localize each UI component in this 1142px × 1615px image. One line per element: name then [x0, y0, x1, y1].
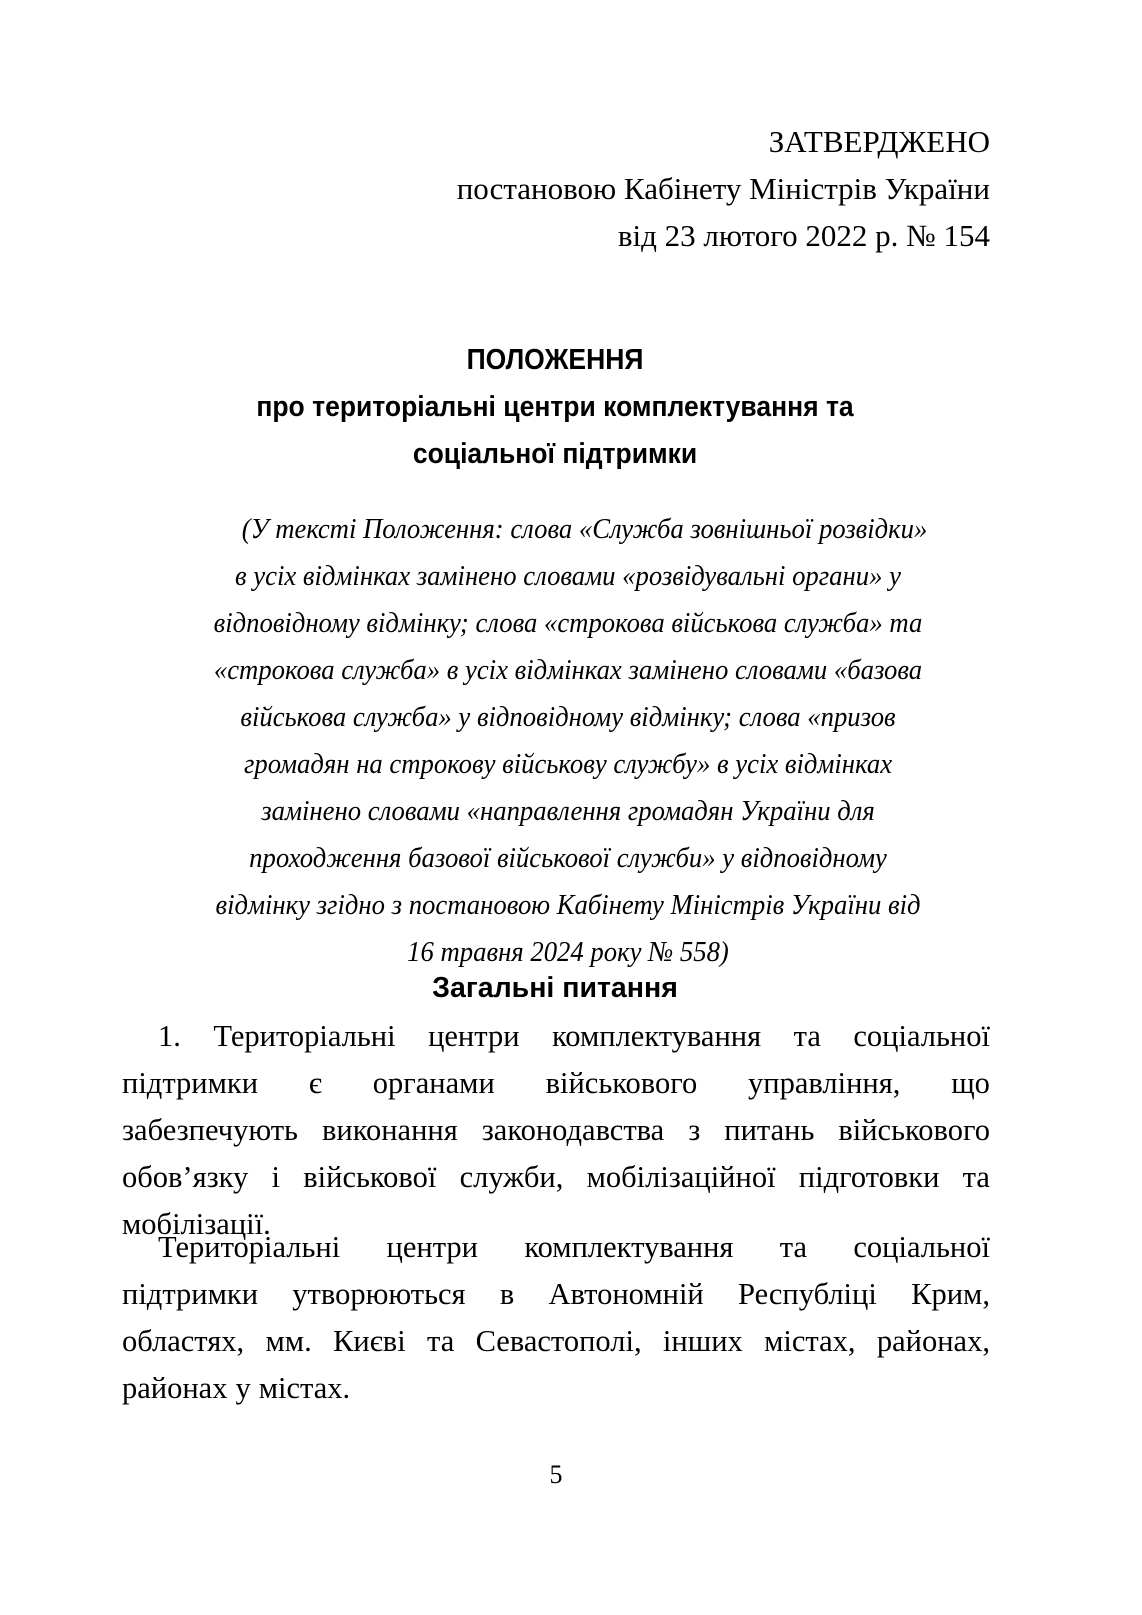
word: у	[235, 1371, 251, 1405]
paragraph-line	[122, 1224, 990, 1271]
word: центри	[386, 1230, 479, 1264]
word: Територіальні	[158, 1230, 341, 1264]
paragraph-line	[122, 1107, 990, 1154]
paragraph-line	[122, 1060, 990, 1107]
word: виконання	[321, 1113, 458, 1147]
note-line: в усіх відмінках замінено словами «розвідувальні органи» у	[235, 560, 901, 592]
title-line: ПОЛОЖЕННЯ	[466, 344, 644, 376]
paragraph-1	[122, 1013, 990, 1248]
word: забезпечують	[122, 1113, 298, 1147]
word: центри	[428, 1019, 520, 1053]
title-line: соціальної підтримки	[412, 438, 698, 470]
word: містах.	[258, 1371, 351, 1405]
word: 1.	[158, 1019, 181, 1053]
word: інших	[662, 1324, 743, 1358]
word: підготовки	[798, 1160, 940, 1194]
paragraph-line	[122, 1154, 990, 1201]
word: мобілізації.	[122, 1207, 271, 1241]
word: і	[271, 1160, 281, 1194]
word: районах,	[876, 1324, 990, 1358]
word: управління,	[748, 1066, 901, 1100]
document-title	[150, 337, 959, 478]
page-number: 5	[549, 1460, 563, 1489]
approval-authority: постановою Кабінету Міністрів України	[456, 171, 990, 206]
word: питань	[724, 1113, 815, 1147]
word: військової	[303, 1160, 437, 1194]
word: Крим,	[911, 1277, 990, 1311]
word: Територіальні	[213, 1019, 396, 1053]
paragraph-line	[122, 1013, 990, 1060]
word: комплектування	[552, 1019, 762, 1053]
word: та	[427, 1324, 455, 1358]
word: мобілізаційної	[586, 1160, 776, 1194]
word: Севастополі,	[475, 1324, 642, 1358]
word: підтримки	[122, 1277, 259, 1311]
note-line: відмінку згідно з постановою Кабінету Міністрів України від	[215, 889, 921, 921]
word: військового	[545, 1066, 698, 1100]
approval-date-number: від 23 лютого 2022 р. № 154	[617, 218, 990, 253]
word: є	[308, 1066, 322, 1100]
note-line: 16 травня 2024 року № 558)	[407, 936, 729, 968]
approval-stamp	[457, 118, 990, 259]
word: районах	[122, 1371, 228, 1405]
note-line: відповідному відмінку; слова «строкова військова служба» та	[213, 607, 923, 639]
word: Києві	[333, 1324, 406, 1358]
word: служби,	[459, 1160, 564, 1194]
section-heading: Загальні питання	[432, 972, 678, 1004]
word: обов’язку	[122, 1160, 249, 1194]
paragraph-line	[122, 1365, 990, 1412]
note-line: проходження базової військової служби» у відповідному	[249, 842, 887, 874]
paragraph-line	[122, 1318, 990, 1365]
word: та	[779, 1230, 808, 1264]
note-line: військова служба» у відповідному відмінку; слова «призов	[240, 701, 896, 733]
word: містах,	[764, 1324, 856, 1358]
word: та	[962, 1160, 990, 1194]
word: підтримки	[122, 1066, 259, 1100]
approval-heading: ЗАТВЕРДЖЕНО	[768, 124, 990, 159]
paragraph-2	[122, 1224, 990, 1412]
word: Республіці	[738, 1277, 877, 1311]
word: органами	[372, 1066, 495, 1100]
word: що	[951, 1066, 990, 1100]
word: з	[688, 1113, 701, 1147]
paragraph-line	[122, 1271, 990, 1318]
word: областях,	[122, 1324, 245, 1358]
word: комплектування	[524, 1230, 734, 1264]
word: військового	[838, 1113, 990, 1147]
word: утворюються	[292, 1277, 466, 1311]
title-line: про територіальні центри комплектування та	[256, 391, 854, 423]
amendment-note	[118, 506, 1018, 976]
note-line: громадян на строкову військову службу» в усіх відмінках	[243, 748, 893, 780]
word: соціальної	[853, 1019, 990, 1053]
word: мм.	[265, 1324, 312, 1358]
word: Автономній	[548, 1277, 704, 1311]
note-line: «строкова служба» в усіх відмінках замінено словами «базова	[213, 654, 923, 686]
word: соціальної	[853, 1230, 990, 1264]
word: в	[499, 1277, 515, 1311]
word: законодавства	[481, 1113, 665, 1147]
note-line: (У тексті Положення: слова «Служба зовнішньої розвідки»	[241, 513, 928, 545]
word: та	[793, 1019, 821, 1053]
note-line: замінено словами «направлення громадян України для	[261, 795, 875, 827]
